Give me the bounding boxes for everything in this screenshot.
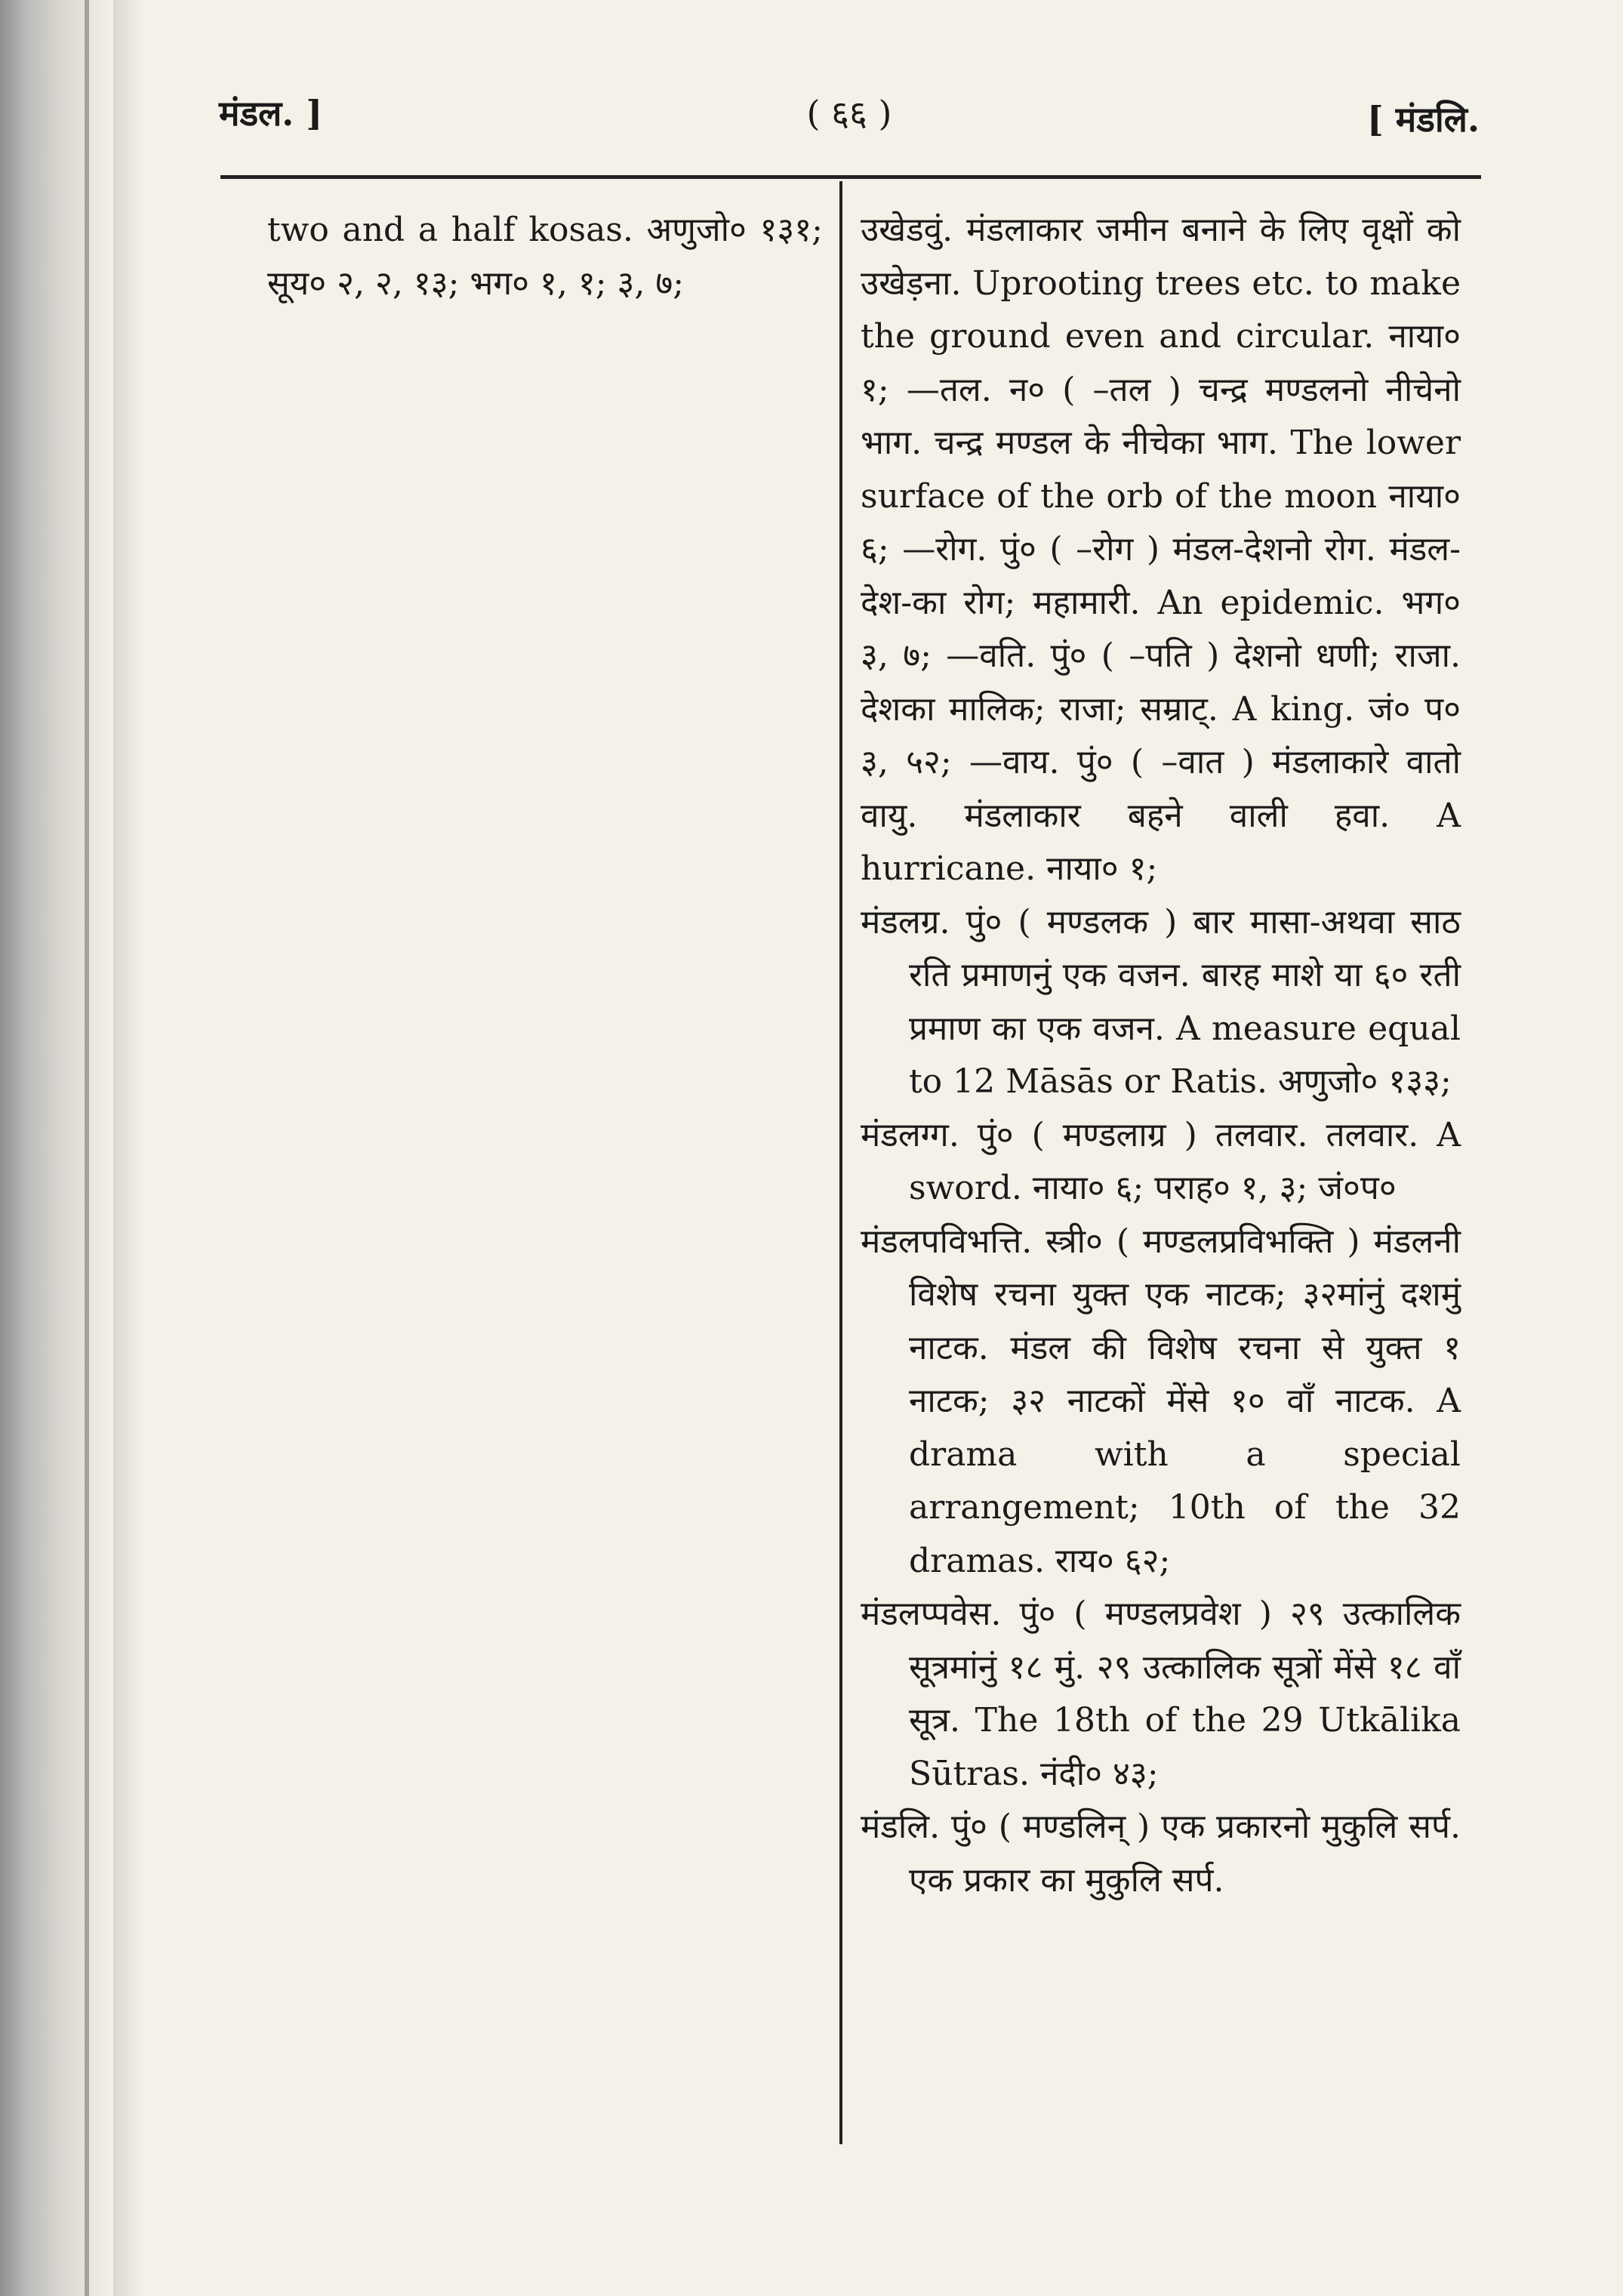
entry-mandali: मंडलि. पुं० ( मण्डलिन् ) एक प्रकारनो मुकुलि सर्प. एक प्रकार का मुकुलि सर्प. [861, 1808, 1461, 1900]
binding-edge [85, 0, 89, 2296]
entry-continuation: उखेडवुं. मंडलाकार जमीन बनाने के लिए वृक्षों को उखेड़ना. Uprooting trees etc. to make the ground even and circular. नाया० १; —तल. न० ( –तल ) चन्द्र मण्डलनो नीचेनो भाग. चन्द्र मण्डल के नीचेका भाग. The lower surface of the orb of the moon नाया० ६; —रोग. पुं० ( –रोग ) मंडल-देशनो रोग. मंडल-देश-का रोग; महामारी. An epidemic. भग० ३, ७; —वति. पुं० ( –पति ) देशनो धणी; राजा. देशका मालिक; राजा; सम्राट्. A king. जं० प० ३, ५२; —वाय. पुं० ( –वात ) मंडलाकारे वातो वायु. मंडलाकार बहने वाली हवा. A hurricane. नाया० १; [861, 211, 1461, 888]
header-right-guide-word: [ मंडलि. [1366, 99, 1480, 140]
header-rule [220, 175, 1481, 179]
entry-mandalappavesa: मंडलप्पवेस. पुं० ( मण्डलप्रवेश ) २९ उत्कालिक सूत्रमांनुं १८ मुं. २९ उत्कालिक सूत्रों मेंसे १८ वाँ सूत्र. The 18th of the 29 Utkālika Sūtras. नंदी० ४३; [861, 1595, 1461, 1793]
entry-mandalapavibhatti: मंडलपविभत्ति. स्त्री० ( मण्डलप्रविभक्ति ) मंडलनी विशेष रचना युक्त एक नाटक; ३२मांनुं दशमुं नाटक. मंडल की विशेष रचना से युक्त १ नाटक; ३२ नाटकों मेंसे १० वाँ नाटक. A drama with a special arrangement; 10th of the 32 dramas. राय० ६२; [861, 1222, 1461, 1580]
header-left-guide-word: मंडल. ] [219, 93, 323, 134]
right-column [861, 204, 1461, 1907]
page-header [219, 89, 1480, 157]
entry-continuation: two and a half kosas. अणुजो० १३१; सूय० २, २, १३; भग० १, १; ३, ७; [267, 211, 823, 303]
entry-mandalagra: मंडलग्र. पुं० ( मण्डलक ) बार मासा-अथवा साठ रति प्रमाणनुं एक वजन. बारह माशे या ६० रती प्रमाण का एक वजन. A measure equal to 12 Māsās or Ratis. अणुजो० १३३; [861, 902, 1461, 1101]
entry-mandalagga: मंडलग्ग. पुं० ( मण्डलाग्र ) तलवार. तलवार. A sword. नाया० ६; पराह० १, ३; जं०प० [861, 1115, 1461, 1207]
page-gutter-shade [113, 0, 143, 2296]
left-column [219, 204, 823, 310]
book-binding-shadow [0, 0, 113, 2296]
page-number: ( ६६ ) [806, 93, 892, 134]
column-divider [839, 181, 842, 2144]
